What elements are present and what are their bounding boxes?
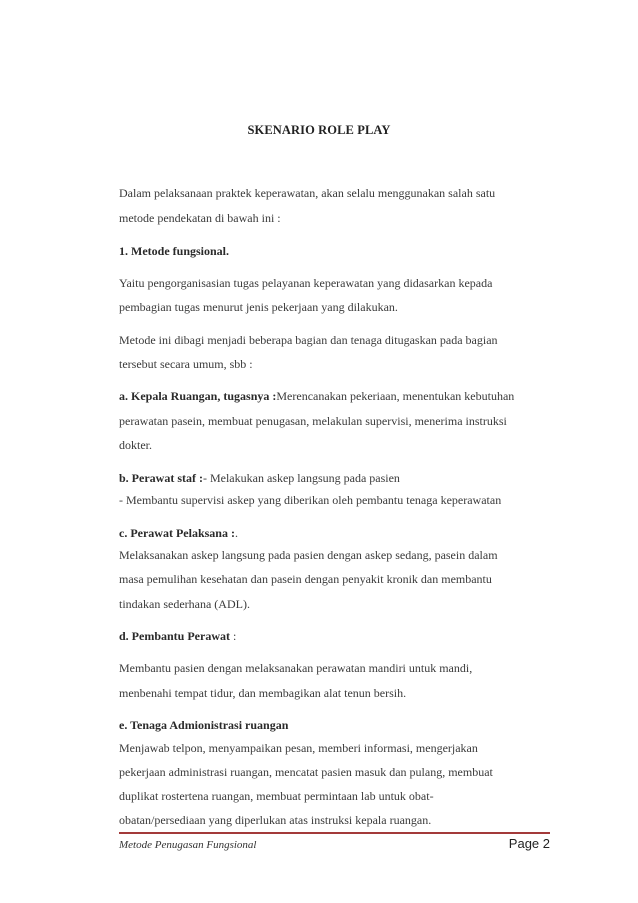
- item-a-text-1: Merencanakan pekeriaan, menentukan kebutuhan: [276, 389, 515, 403]
- para-1-line-1: Yaitu pengorganisasian tugas pelayanan keperawatan yang didasarkan kepada: [119, 276, 493, 290]
- item-e-line-3: duplikat rostertena ruangan, membuat permintaan lab untuk obat-: [119, 789, 434, 803]
- item-c-line-2: masa pemulihan kesehatan dan pasein dengan penyakit kronik dan membantu: [119, 572, 492, 586]
- item-c-heading: [119, 526, 549, 541]
- item-e-label: e. Tenaga Admionistrasi ruangan: [119, 718, 289, 732]
- item-c-line-3: tindakan sederhana (ADL).: [119, 597, 250, 611]
- item-b-label: b. Perawat staf :: [119, 471, 203, 485]
- item-c-label: c. Perawat Pelaksana :: [119, 526, 235, 540]
- item-d-label: d. Pembantu Perawat: [119, 629, 230, 643]
- footer-rule: [119, 832, 550, 834]
- item-e-line-1: Menjawab telpon, menyampaikan pesan, memberi informasi, mengerjakan: [119, 741, 478, 755]
- intro-line-1: Dalam pelaksanaan praktek keperawatan, akan selalu menggunakan salah satu: [119, 186, 496, 200]
- section-1-heading: 1. Metode fungsional.: [119, 244, 230, 258]
- para-1-line-2: pembagian tugas menurut jenis pekerjaan yang dilakukan.: [119, 300, 398, 314]
- item-d-line-2: menbenahi tempat tidur, dan membagikan alat tenun bersih.: [119, 686, 407, 700]
- item-a-line-3: dokter.: [119, 438, 152, 452]
- page-number: Page 2: [508, 836, 550, 851]
- item-e-line-4: obatan/persediaan yang diperlukan atas instruksi kepala ruangan.: [119, 813, 432, 827]
- document-title: SKENARIO ROLE PLAY: [247, 123, 391, 137]
- item-d-label-suffix: :: [230, 629, 237, 643]
- item-a-label: a. Kepala Ruangan, tugasnya :: [119, 389, 277, 403]
- footer-title: Metode Penugasan Fungsional: [119, 839, 257, 851]
- item-b-line-2: - Membantu supervisi askep yang diberikan oleh pembantu tenaga keperawatan: [119, 493, 502, 507]
- intro-line-2: metode pendekatan di bawah ini :: [119, 211, 281, 225]
- para-2-line-2: tersebut secara umum, sbb :: [119, 357, 253, 371]
- item-b-text-1: - Melakukan askep langsung pada pasien: [202, 471, 400, 485]
- item-c-line-1: Melaksanakan askep langsung pada pasien dengan askep sedang, pasein dalam: [119, 548, 498, 562]
- item-d-heading: [119, 629, 549, 644]
- item-e-line-2: pekerjaan administrasi ruangan, mencatat pasien masuk dan pulang, membuat: [119, 765, 493, 779]
- para-2-line-1: Metode ini dibagi menjadi beberapa bagian dan tenaga ditugaskan pada bagian: [119, 333, 498, 347]
- item-b-line-1: [119, 471, 549, 486]
- item-d-line-1: Membantu pasien dengan melaksanakan perawatan mandiri untuk mandi,: [119, 661, 473, 675]
- item-a-line-1: [119, 389, 549, 404]
- item-c-label-suffix: .: [234, 526, 238, 540]
- item-a-line-2: perawatan pasein, membuat penugasan, melakulan supervisi, menerima instruksi: [119, 414, 507, 428]
